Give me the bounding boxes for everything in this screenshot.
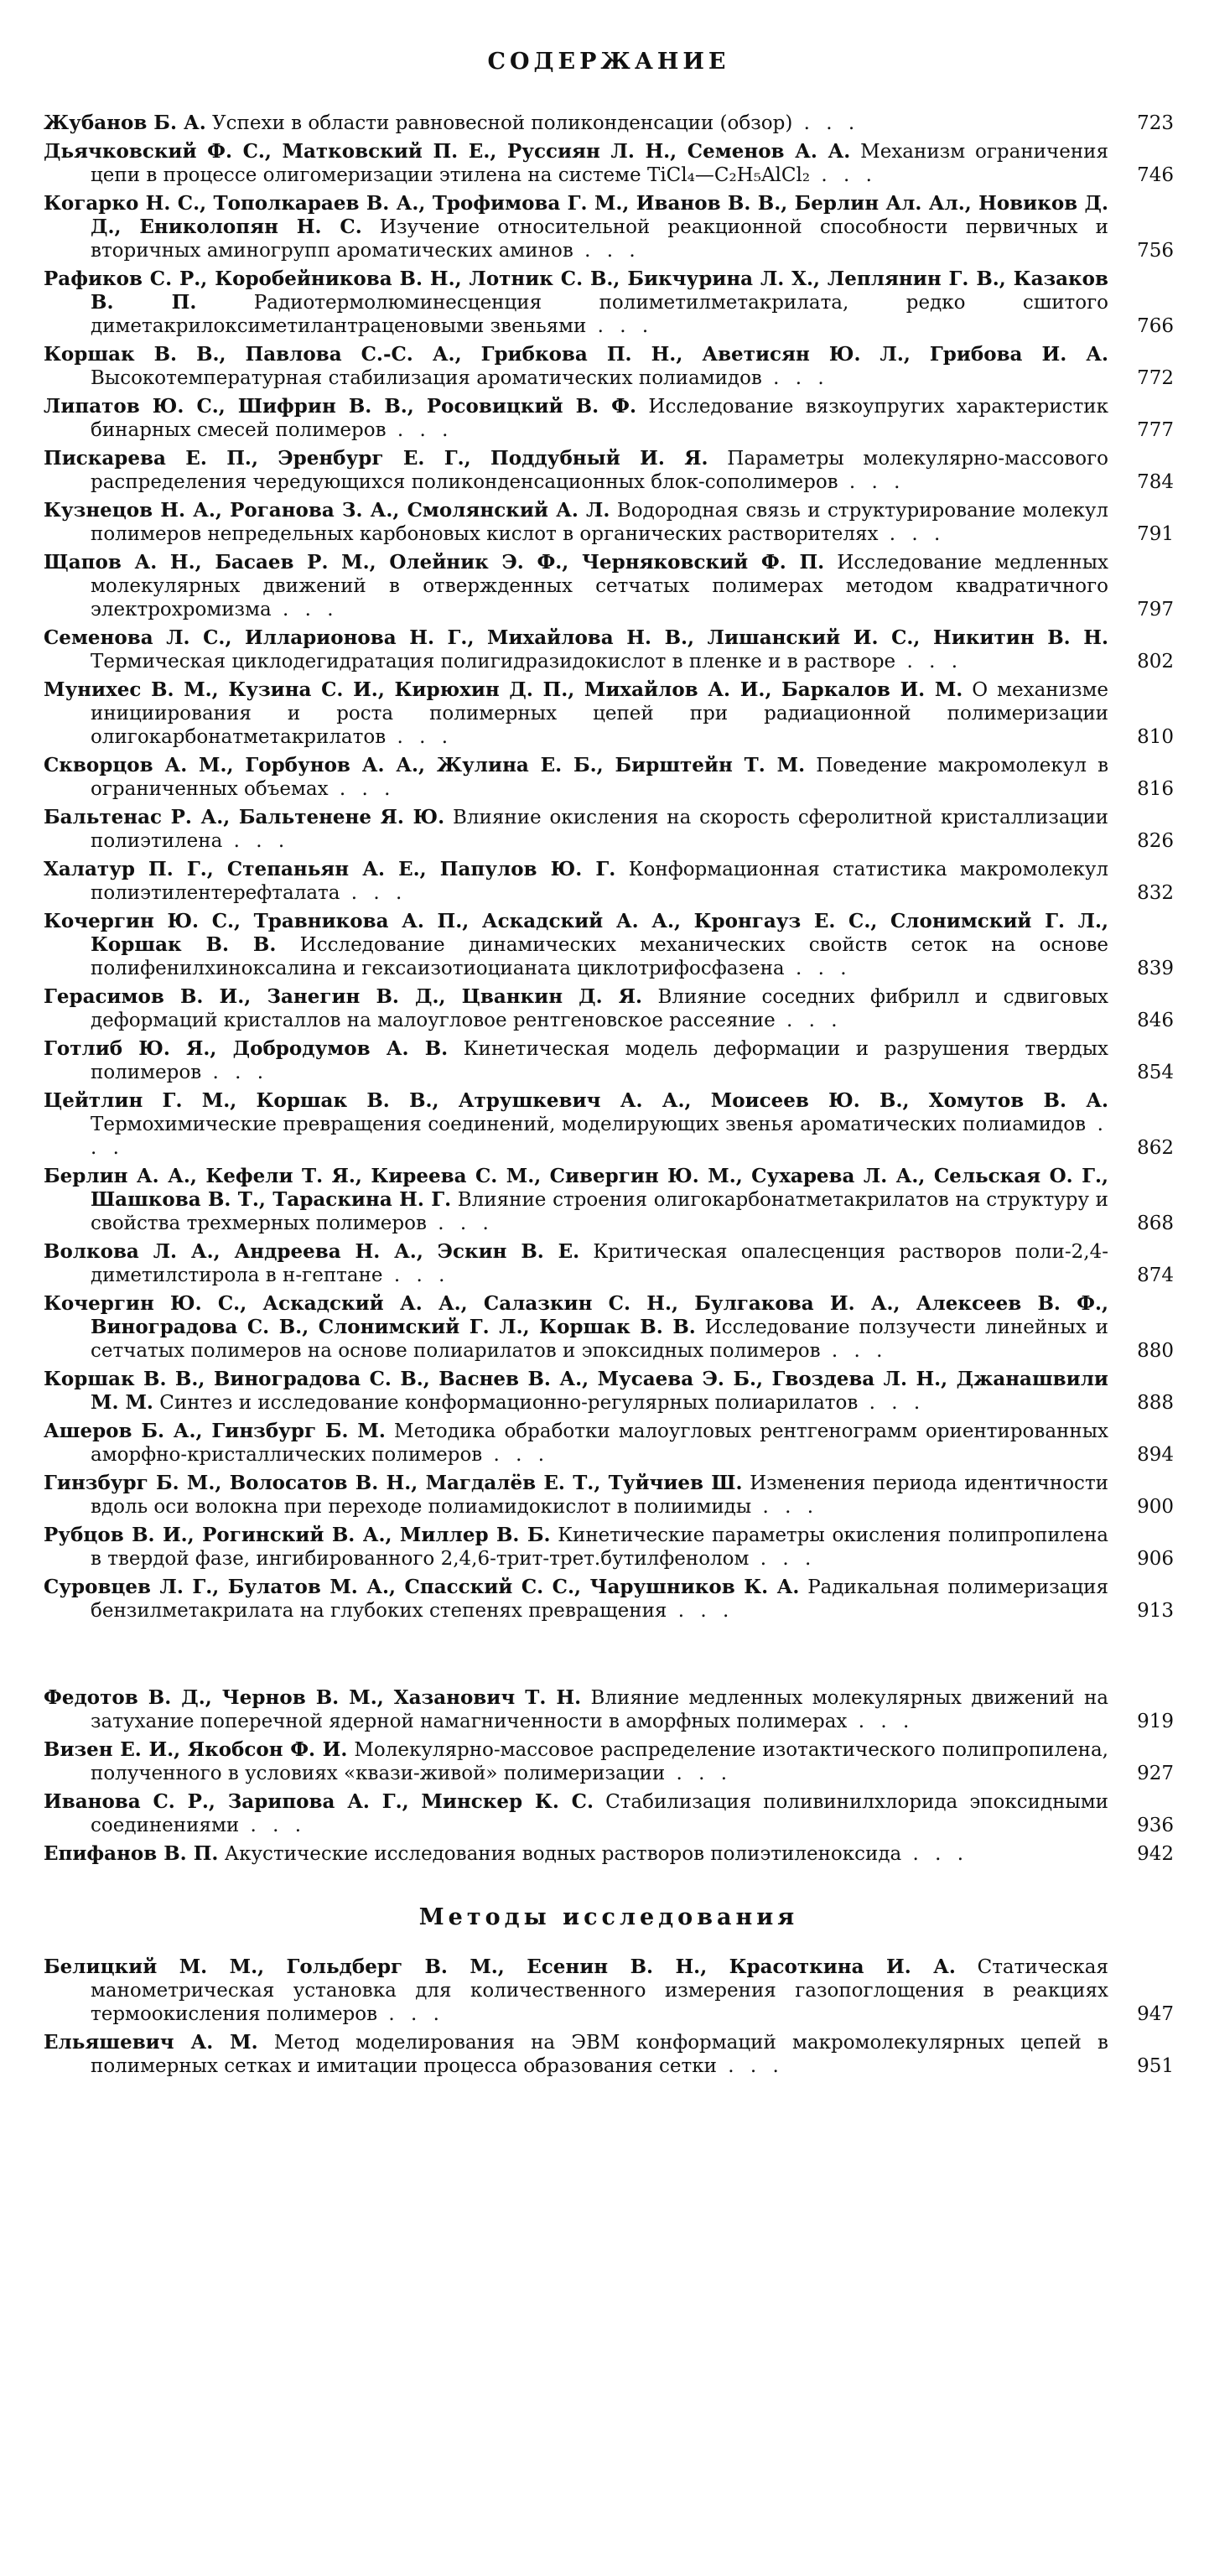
entry-page-number: 951 bbox=[1137, 2055, 1174, 2077]
entry-page-number: 810 bbox=[1137, 726, 1174, 748]
entry-text bbox=[44, 1368, 1108, 1415]
entry-title: Кинетические параметры окисления полипропилена в твердой фазе, ингибированного 2,4,6-трит-трет.бутилфенолом bbox=[91, 1524, 1109, 1570]
entry-page-number: 906 bbox=[1137, 1548, 1174, 1570]
contents-entry bbox=[44, 754, 1174, 801]
entry-authors: Кочергин Ю. С., Травникова А. П., Аскадский А. А., Кронгауз Е. С., Слонимский Г. Л., Коршак В. В. bbox=[44, 910, 1108, 956]
entry-text bbox=[44, 754, 1108, 801]
entry-page-number: 927 bbox=[1137, 1763, 1174, 1784]
entry-authors: Жубанов Б. А. bbox=[44, 112, 206, 134]
contents-entry bbox=[44, 1472, 1174, 1519]
leader-dots: . . . bbox=[586, 315, 654, 337]
entry-page-number: 900 bbox=[1137, 1496, 1174, 1518]
leader-dots: . . . bbox=[847, 1711, 915, 1732]
leader-dots: . . . bbox=[328, 778, 396, 800]
entry-title: Изменения периода идентичности вдоль оси волокна при переходе полиамидокислот в полиимиды bbox=[91, 1472, 1108, 1518]
entry-text bbox=[44, 267, 1108, 338]
contents-entry bbox=[44, 1790, 1174, 1837]
entry-page-number: 816 bbox=[1137, 778, 1174, 800]
contents-entry bbox=[44, 112, 1174, 135]
entry-authors: Гинзбург Б. М., Волосатов В. Н., Магдалёв Е. Т., Туйчиев Ш. bbox=[44, 1472, 743, 1494]
entry-authors: Халатур П. Г., Степаньян А. Е., Папулов Ю. Г. bbox=[44, 858, 616, 880]
leader-dots: . . . bbox=[878, 523, 946, 545]
leader-dots: . . . bbox=[271, 599, 339, 621]
contents-entry bbox=[44, 1292, 1174, 1363]
contents-entry bbox=[44, 806, 1174, 853]
leader-dots: . . . bbox=[784, 958, 852, 979]
entry-authors: Волкова Л. А., Андреева Н. А., Эскин В. Е. bbox=[44, 1240, 580, 1263]
entry-authors: Белицкий М. М., Гольдберг В. М., Есенин В. Н., Красоткина И. А. bbox=[44, 1955, 956, 1978]
entry-authors: Скворцов А. М., Горбунов А. А., Жулина Е. Б., Бирштейн Т. М. bbox=[44, 754, 806, 776]
leader-dots: . . . bbox=[340, 882, 407, 904]
contents-entry bbox=[44, 1842, 1174, 1866]
entry-title: Методика обработки малоугловых рентгенограмм ориентированных аморфно-кристаллических полимеров bbox=[91, 1420, 1108, 1466]
entry-authors: Федотов В. Д., Чернов В. М., Хазанович Т. Н. bbox=[44, 1686, 582, 1709]
entry-authors: Готлиб Ю. Я., Добродумов А. В. bbox=[44, 1037, 449, 1060]
contents-entry bbox=[44, 626, 1174, 673]
entry-title: Термохимические превращения соединений, моделирующих звенья ароматических полиамидов bbox=[91, 1114, 1087, 1135]
contents-entry bbox=[44, 1240, 1174, 1287]
entry-title: Параметры молекулярно-массового распределения чередующихся поликонденсационных блок-сополимеров bbox=[91, 448, 1108, 493]
entry-title: Радиотермолюминесценция полиметилметакрилата, редко сшитого диметакрилоксиметилантраценовыми звеньями bbox=[91, 292, 1108, 337]
entry-text bbox=[44, 1472, 1108, 1519]
entry-page-number: 913 bbox=[1137, 1600, 1174, 1622]
leader-dots: . . . bbox=[858, 1392, 926, 1414]
entry-text bbox=[44, 806, 1108, 853]
entry-title: Радикальная полимеризация бензилметакрилата на глубоких степенях превращения bbox=[91, 1576, 1108, 1622]
leader-dots: . . . bbox=[426, 1213, 494, 1234]
leader-dots: . . . bbox=[201, 1062, 269, 1083]
entry-authors: Герасимов В. И., Занегин В. Д., Цванкин Д. Я. bbox=[44, 985, 643, 1008]
entry-authors: Цейтлин Г. М., Коршак В. В., Атрушкевич А. А., Моисеев Ю. В., Хомутов В. А. bbox=[44, 1089, 1108, 1112]
entry-title: Влияние соседних фибрилл и сдвиговых деформаций кристаллов на малоугловое рентгеновское рассеяние bbox=[91, 986, 1109, 1031]
entry-title: Исследование медленных молекулярных движений в отвержденных сетчатых полимерах методом квадратичного электрохромизма bbox=[91, 552, 1108, 621]
entry-page-number: 826 bbox=[1137, 830, 1174, 852]
entry-text bbox=[44, 1524, 1108, 1571]
entry-authors: Щапов А. Н., Басаев Р. М., Олейник Э. Ф., Черняковский Ф. П. bbox=[44, 551, 825, 574]
entry-text bbox=[44, 1576, 1108, 1623]
entry-page-number: 936 bbox=[1137, 1815, 1174, 1836]
contents-entry bbox=[44, 1089, 1174, 1160]
entry-title: Стабилизация поливинилхлорида эпоксидными соединениями bbox=[91, 1791, 1109, 1836]
entry-authors: Липатов Ю. С., Шифрин В. В., Росовицкий В. Ф. bbox=[44, 395, 637, 418]
contents-entry bbox=[44, 1165, 1174, 1235]
entry-page-number: 880 bbox=[1137, 1340, 1174, 1362]
contents-entry bbox=[44, 985, 1174, 1032]
entry-authors: Ашеров Б. А., Гинзбург Б. М. bbox=[44, 1420, 386, 1442]
methods-list bbox=[44, 1955, 1174, 2078]
contents-entry bbox=[44, 1524, 1174, 1571]
entry-text bbox=[44, 192, 1108, 262]
entry-text bbox=[44, 858, 1108, 905]
leader-dots: . . . bbox=[716, 2055, 784, 2077]
entry-authors: Рубцов В. И., Рогинский В. А., Миллер В. Б. bbox=[44, 1524, 551, 1546]
entry-title: Метод моделирования на ЭВМ конформаций макромолекулярных цепей в полимерных сетках и имитации процесса образования сетки bbox=[91, 2032, 1108, 2077]
contents-entry bbox=[44, 678, 1174, 749]
entry-text bbox=[44, 343, 1108, 390]
entry-authors: Кочергин Ю. С., Аскадский А. А., Салазкин С. Н., Булгакова И. А., Алексеев В. Ф., Виноградова С. В., Слонимский Г. Л., Коршак В. В. bbox=[44, 1292, 1108, 1338]
entry-title: Термическая циклодегидратация полигидразидокислот в пленке и в растворе bbox=[91, 651, 896, 673]
entry-text bbox=[44, 1165, 1108, 1235]
contents-heading: СОДЕРЖАНИЕ bbox=[487, 49, 730, 75]
leader-dots: . . . bbox=[665, 1763, 733, 1784]
leader-dots: . . . bbox=[895, 651, 963, 673]
leader-dots: . . . bbox=[901, 1843, 969, 1865]
leader-dots: . . . bbox=[91, 1114, 1108, 1159]
leader-dots: . . . bbox=[239, 1815, 307, 1836]
entry-page-number: 832 bbox=[1137, 882, 1174, 904]
entry-page-number: 894 bbox=[1137, 1444, 1174, 1466]
entry-text bbox=[44, 1790, 1108, 1837]
leader-dots: . . . bbox=[573, 240, 641, 262]
leader-dots: . . . bbox=[820, 1340, 888, 1362]
entry-authors: Иванова С. Р., Зарипова А. Г., Минскер К. С. bbox=[44, 1790, 594, 1813]
leader-dots: . . . bbox=[377, 2003, 444, 2025]
entry-title: О механизме инициирования и роста полимерных цепей при радиационной полимеризации олигокарбонатметакрилатов bbox=[91, 679, 1109, 748]
entry-text bbox=[44, 678, 1108, 749]
entry-authors: Епифанов В. П. bbox=[44, 1842, 219, 1865]
leader-dots: . . . bbox=[386, 726, 454, 748]
entry-title: Влияние медленных молекулярных движений на затухание поперечной ядерной намагниченности в аморфных полимерах bbox=[91, 1687, 1109, 1732]
contents-page bbox=[44, 49, 1174, 2083]
leader-dots: . . . bbox=[482, 1444, 550, 1466]
entry-page-number: 888 bbox=[1137, 1392, 1174, 1414]
contents-entry bbox=[44, 1037, 1174, 1084]
contents-entry bbox=[44, 447, 1174, 494]
entry-authors: Рафиков С. Р., Коробейникова В. Н., Лотник С. В., Бикчурина Л. Х., Леплянин Г. В., Казаков В. П. bbox=[44, 267, 1108, 314]
entry-text bbox=[44, 1420, 1108, 1467]
entry-text bbox=[44, 140, 1108, 187]
contents-entry bbox=[44, 910, 1174, 980]
entry-page-number: 766 bbox=[1137, 315, 1174, 337]
contents-entry bbox=[44, 1576, 1174, 1623]
contents-entry bbox=[44, 343, 1174, 390]
entry-page-number: 868 bbox=[1137, 1213, 1174, 1234]
entry-authors: Коршак В. В., Виноградова С. В., Васнев В. А., Мусаева Э. Б., Гвоздева Л. Н., Джанашвили М. М. bbox=[44, 1368, 1108, 1414]
entry-title: Механизм ограничения цепи в процессе олигомеризации этилена на системе TiCl₄—C₂H₅AlCl₂ bbox=[91, 141, 1108, 186]
entry-text bbox=[44, 551, 1108, 621]
entry-text bbox=[44, 1089, 1108, 1160]
entry-title: Статическая манометрическая установка для количественного измерения газопоглощения в реакциях термоокисления полимеров bbox=[91, 1956, 1108, 2025]
leader-dots: . . . bbox=[222, 830, 290, 852]
entry-text bbox=[44, 499, 1108, 546]
entry-authors: Когарко Н. С., Тополкараев В. А., Трофимова Г. М., Иванов В. В., Берлин Ал. Ал., Новиков Д. Д., Ениколопян Н. С. bbox=[44, 192, 1108, 238]
contents-entry bbox=[44, 192, 1174, 262]
entry-title: Конформационная статистика макромолекул полиэтилентерефталата bbox=[91, 859, 1109, 904]
leader-dots: . . . bbox=[792, 112, 860, 134]
entry-page-number: 947 bbox=[1137, 2003, 1174, 2025]
entry-page-number: 919 bbox=[1137, 1711, 1174, 1732]
leader-dots: . . . bbox=[761, 367, 829, 389]
entry-title: Исследование динамических механических свойств сеток на основе полифенилхиноксалина и гексаизотиоцианата циклотрифосфазена bbox=[91, 934, 1108, 979]
entry-title: Молекулярно-массовое распределение изотактического полипропилена, полученного в условиях «квази-живой» полимеризации bbox=[91, 1739, 1108, 1784]
entry-title: Водородная связь и структурирование молекул полимеров непредельных карбоновых кислот в органических растворителях bbox=[91, 500, 1108, 545]
leader-dots: . . . bbox=[382, 1265, 450, 1286]
entry-text bbox=[44, 1292, 1108, 1363]
contents-entry bbox=[44, 858, 1174, 905]
entry-text bbox=[44, 447, 1108, 494]
contents-entry bbox=[44, 1368, 1174, 1415]
contents-entry bbox=[44, 1420, 1174, 1467]
entry-title: Влияние строения олигокарбонатметакрилатов на структуру и свойства трехмерных полимеров bbox=[91, 1189, 1109, 1234]
entry-text bbox=[44, 1686, 1108, 1733]
entry-text bbox=[44, 112, 1108, 135]
entry-page-number: 777 bbox=[1137, 419, 1174, 441]
entry-page-number: 862 bbox=[1137, 1137, 1174, 1159]
contents-entry bbox=[44, 499, 1174, 546]
entry-title: Кинетическая модель деформации и разрушения твердых полимеров bbox=[91, 1038, 1108, 1083]
contents-list bbox=[44, 112, 1174, 1623]
entry-text bbox=[44, 1738, 1108, 1785]
entry-text bbox=[44, 985, 1108, 1032]
entry-page-number: 784 bbox=[1137, 471, 1174, 493]
entry-text bbox=[44, 2031, 1108, 2078]
entry-authors: Дьячковский Ф. С., Матковский П. Е., Руссиян Л. Н., Семенов А. А. bbox=[44, 140, 851, 163]
entry-authors: Мунихес В. М., Кузина С. И., Кирюхин Д. П., Михайлов А. И., Баркалов И. М. bbox=[44, 678, 963, 701]
entry-authors: Пискарева Е. П., Эренбург Е. Г., Поддубный И. Я. bbox=[44, 447, 708, 470]
entry-page-number: 846 bbox=[1137, 1010, 1174, 1031]
entry-page-number: 791 bbox=[1137, 523, 1174, 545]
leader-dots: . . . bbox=[386, 419, 454, 441]
leader-dots: . . . bbox=[838, 471, 905, 493]
entry-page-number: 797 bbox=[1137, 599, 1174, 621]
contents-entry bbox=[44, 395, 1174, 442]
entry-page-number: 942 bbox=[1137, 1843, 1174, 1865]
entry-authors: Суровцев Л. Г., Булатов М. А., Спасский С. С., Чарушников К. А. bbox=[44, 1576, 800, 1598]
contents-list-continued bbox=[44, 1686, 1174, 1866]
entry-title: Влияние окисления на скорость сферолитной кристаллизации полиэтилена bbox=[91, 807, 1109, 852]
entry-authors: Визен Е. И., Якобсон Ф. И. bbox=[44, 1738, 348, 1761]
entry-text bbox=[44, 910, 1108, 980]
entry-title: Успехи в области равновесной поликонденсации (обзор) bbox=[212, 112, 793, 134]
entry-page-number: 772 bbox=[1137, 367, 1174, 389]
entry-title: Синтез и исследование конформационно-регулярных полиарилатов bbox=[159, 1392, 859, 1414]
leader-dots: . . . bbox=[749, 1548, 817, 1570]
entry-title: Акустические исследования водных растворов полиэтиленоксида bbox=[224, 1843, 902, 1865]
entry-authors: Кузнецов Н. А., Роганова З. А., Смолянский А. Л. bbox=[44, 499, 610, 522]
entry-page-number: 756 bbox=[1137, 240, 1174, 262]
contents-entry bbox=[44, 1738, 1174, 1785]
entry-text bbox=[44, 1240, 1108, 1287]
contents-entry bbox=[44, 2031, 1174, 2078]
entry-title: Исследование вязкоупругих характеристик бинарных смесей полимеров bbox=[91, 396, 1108, 441]
entry-title: Исследование ползучести линейных и сетчатых полимеров на основе полиарилатов и эпоксидных полимеров bbox=[91, 1317, 1108, 1362]
entry-page-number: 802 bbox=[1137, 651, 1174, 673]
contents-entry bbox=[44, 551, 1174, 621]
entry-page-number: 839 bbox=[1137, 958, 1174, 979]
entry-page-number: 854 bbox=[1137, 1062, 1174, 1083]
leader-dots: . . . bbox=[751, 1496, 819, 1518]
entry-title: Критическая опалесценция растворов поли-2,4-диметилстирола в н-гептане bbox=[91, 1241, 1108, 1286]
entry-text bbox=[44, 1955, 1108, 2026]
section-gap bbox=[44, 1871, 1174, 1904]
entry-title: Изучение относительной реакционной способности первичных и вторичных аминогрупп ароматических аминов bbox=[91, 216, 1109, 262]
entry-text bbox=[44, 1842, 1108, 1866]
entry-text bbox=[44, 1037, 1108, 1084]
contents-entry bbox=[44, 1686, 1174, 1733]
entry-authors: Ельяшевич А. М. bbox=[44, 2031, 258, 2054]
contents-entry bbox=[44, 267, 1174, 338]
entry-text bbox=[44, 395, 1108, 442]
entry-authors: Берлин А. А., Кефели Т. Я., Киреева С. М., Сивергин Ю. М., Сухарева Л. А., Сельская О. Г., Шашкова В. Т., Тараскина Н. Г. bbox=[44, 1165, 1108, 1211]
entry-text bbox=[44, 626, 1108, 673]
contents-entry bbox=[44, 1955, 1174, 2026]
entry-page-number: 874 bbox=[1137, 1265, 1174, 1286]
entry-page-number: 723 bbox=[1137, 112, 1174, 134]
entry-authors: Семенова Л. С., Илларионова Н. Г., Михайлова Н. В., Лишанский И. С., Никитин В. Н. bbox=[44, 626, 1108, 649]
entry-title: Поведение макромолекул в ограниченных объемах bbox=[91, 755, 1109, 800]
entry-title: Высокотемпературная стабилизация ароматических полиамидов bbox=[91, 367, 762, 389]
methods-heading: Методы исследования bbox=[418, 1904, 799, 1930]
leader-dots: . . . bbox=[810, 164, 877, 186]
entry-page-number: 746 bbox=[1137, 164, 1174, 186]
leader-dots: . . . bbox=[667, 1600, 734, 1622]
entry-authors: Коршак В. В., Павлова С.-С. А., Грибкова П. Н., Аветисян Ю. Л., Грибова И. А. bbox=[44, 343, 1108, 366]
section-gap bbox=[44, 1628, 1174, 1686]
contents-entry bbox=[44, 140, 1174, 187]
leader-dots: . . . bbox=[775, 1010, 843, 1031]
entry-authors: Бальтенас Р. А., Бальтенене Я. Ю. bbox=[44, 806, 445, 828]
